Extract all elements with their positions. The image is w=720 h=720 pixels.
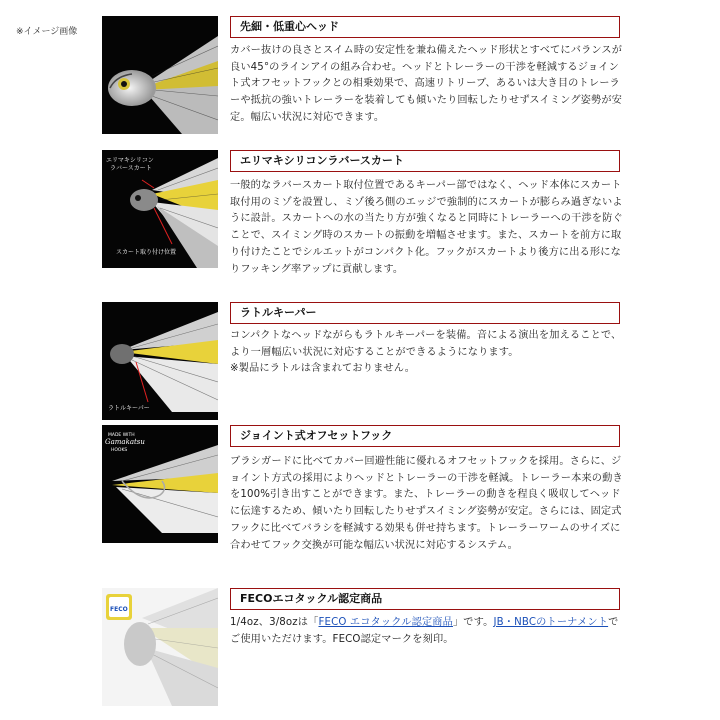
section-heading: ラトルキーパー [230, 302, 620, 324]
feco-logo: FECO [110, 606, 128, 613]
lure-head-image [102, 16, 218, 134]
image-note: ※イメージ画像 [16, 27, 78, 37]
section-text: カバー抜けの良さとスイム時の安定性を兼ね備えたヘッド形状とすべてにバランスが良い45°のラインアイの組み合わせ。ヘッドとトレーラーの干渉を軽減するジョイント式オフセットフックとの相乗効果で、高速リトリーブ、あるいは大き目のトレーラーや抵抗の強いトレーラーを装着しても傾いたり回転したりせずスイミング姿勢が安定。幅広い状況に対応できます。 [230, 45, 623, 123]
section-text: ブラシガードに比べてカバー回避性能に優れるオフセットフックを採用。さらに、ジョイント方式の採用によりヘッドとトレーラーの干渉を軽減。トレーラー本来の動きを100%引き出すことができます。また、トレーラーの動きを程良く吸収してヘッドに伝達するため、傾いたり回転したりせずスイミング姿勢が安定。さらには、固定式フックに比べてバラシを軽減する効果も併せ持ちます。トレーラーワームのサイズに合わせてフック交換が可能な幅広い状況に対応するシステム。 [230, 456, 623, 551]
rattle-keeper-image [102, 302, 218, 420]
badge-hooks: HOOKS [111, 448, 128, 453]
badge-made-with: MADE WITH [108, 433, 135, 438]
badge-gamakatsu: Gamakatsu [105, 438, 145, 446]
section-heading: エリマキシリコンラバースカート [230, 150, 620, 172]
skirt-label-line2: ラバースカート [110, 165, 152, 172]
section-heading: ジョイント式オフセットフック [230, 425, 620, 447]
feco-image [102, 588, 218, 706]
skirt-position-label: スカート取り付け位置 [116, 249, 177, 256]
text-middle: 」です。 [452, 617, 494, 628]
section-text: コンパクトなヘッドながらもラトルキーパーを装備。音による演出を加えることで、より一層幅広い状況に対応することができるようになります。 ※製品にラトルは含まれておりません。 [230, 330, 622, 375]
tournament-link[interactable]: JB・NBCのトーナメント [493, 617, 609, 628]
section-heading: 先細・低重心ヘッド [230, 16, 620, 38]
skirt-label-line1: エリマキシリコン [106, 157, 154, 164]
rattle-keeper-label: ラトルキーパー [108, 405, 150, 412]
skirt-image [102, 150, 218, 268]
feco-link[interactable]: FECO エコタックル認定商品 [318, 617, 453, 628]
text-before: 1/4oz、3/8ozは「 [230, 617, 319, 628]
section-heading: FECOエコタックル認定商品 [230, 588, 620, 610]
text-after: でご使用いただけます。FECO認定マークを刻印。 [230, 617, 619, 645]
section-text: 一般的なラバースカート取付位置であるキーパー部ではなく、ヘッド本体にスカート取付用のミゾを設置し、ミゾ後ろ側のエッジで強制的にスカートが膨らみ過ぎないように設計。スカートへの水の当たり方が強くなると同時にトレーラーへの干渉を防ぐことで、スイミング時のスカートの振動を増幅させます。また、スカートを前方に取り付けたことでシルエットがコンパクト化。フックがスカートより後方に出る形になりフッキング率アップに貢献します。 [230, 180, 623, 275]
section-text [230, 615, 626, 648]
offset-hook-image [102, 425, 218, 543]
